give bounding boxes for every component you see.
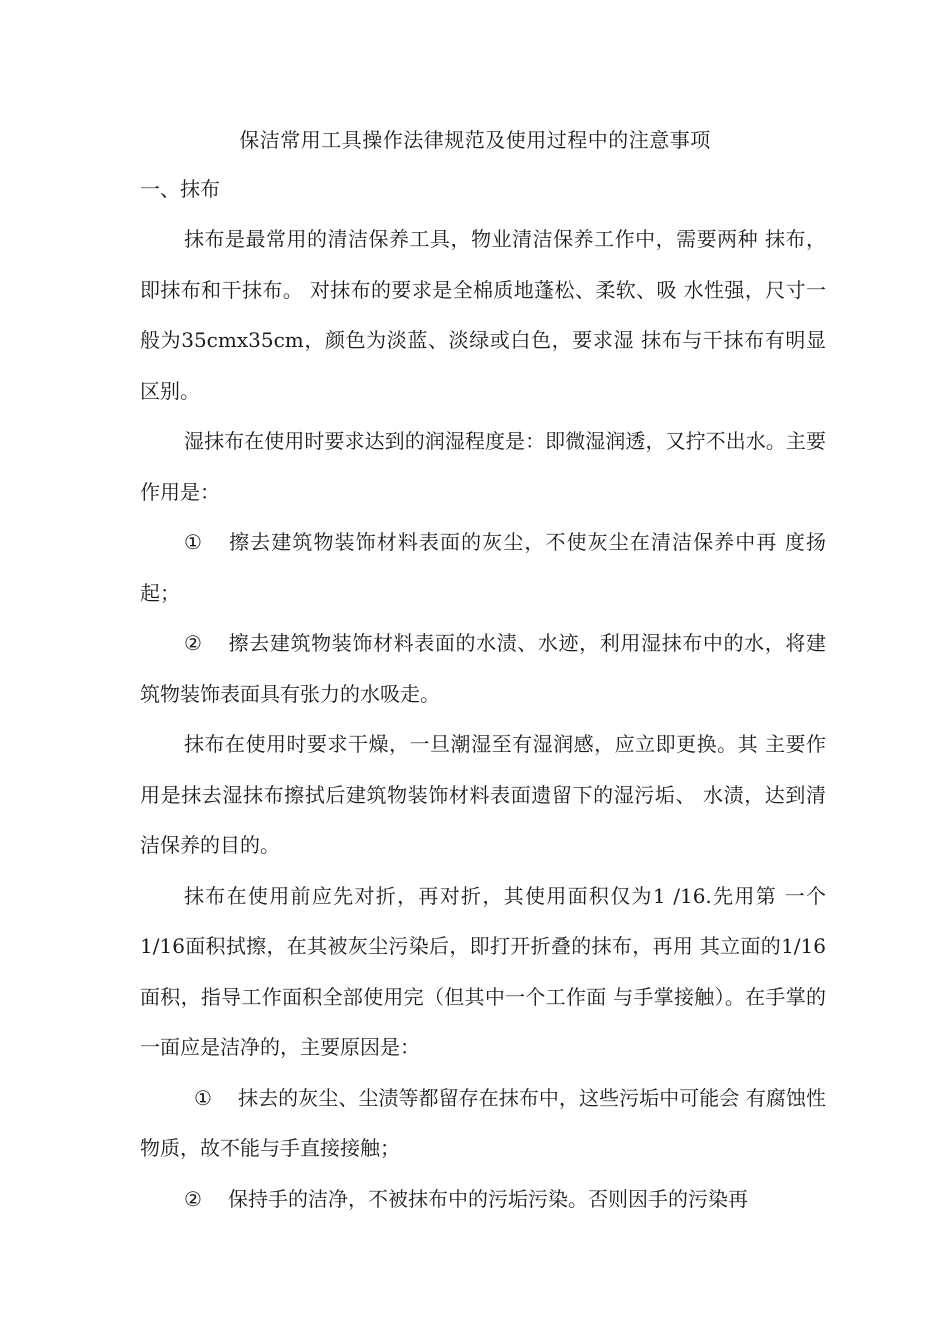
list-item-text: 擦去建筑物装饰材料表面的水渍、水迹，利用湿抹布中的水，将建筑物装饰表面具有张力的水吸走。: [140, 631, 826, 706]
list-marker: ①: [194, 1085, 212, 1110]
list-item-text: 保持手的洁净，不被抹布中的污垢污染。否则因手的污染再: [228, 1186, 748, 1211]
document-title: 保洁常用工具操作法律规范及使用过程中的注意事项: [239, 128, 711, 152]
list-item: [140, 1073, 826, 1174]
section-heading: 一、抹布: [140, 177, 220, 201]
paragraph-wet-cloth: 湿抹布在使用时要求达到的润湿程度是：即微湿润透，又拧不出水。主要作用是：: [140, 429, 826, 504]
list-marker: ①: [184, 530, 202, 554]
list-item: [140, 1174, 826, 1225]
paragraph-dry-cloth: 抹布在使用时要求干燥，一旦潮湿至有湿润感，应立即更换。其 主要作用是抹去湿抹布擦拭后建筑物装饰材料表面遗留下的湿污垢、 水渍，达到清洁保养的目的。: [140, 732, 826, 857]
list-item: [140, 517, 826, 618]
list-item-text: 擦去建筑物装饰材料表面的灰尘，不使灰尘在清洁保养中再 度扬起；: [140, 530, 826, 605]
list-marker: ②: [184, 1186, 202, 1211]
list-marker: ②: [184, 631, 202, 655]
list-item: [140, 618, 826, 719]
list-item-text: 抹去的灰尘、尘渍等都留存在抹布中，这些污垢中可能会 有腐蚀性物质，故不能与手直接接触；: [140, 1085, 826, 1160]
paragraph-folding: 抹布在使用前应先对折，再对折，其使用面积仅为1 /16.先用第 一个1/16面积拭擦，在其被灰尘污染后，即打开折叠的抹布，再用 其立面的1/16面积，指导工作面积全部使用完（但其中一个工作面 与手掌接触）。在手掌的一面应是洁净的，主要原因是：: [140, 883, 826, 1059]
document-body: [140, 214, 826, 1224]
paragraph-cloth-intro: 抹布是最常用的清洁保养工具，物业清洁保养工作中，需要两种 抹布，即抹布和干抹布。 对抹布的要求是全棉质地蓬松、柔软、吸 水性强，尺寸一般为35cmx35cm，颜色为淡蓝、淡绿或白色，要求湿 抹布与干抹布有明显区别。: [140, 227, 826, 403]
